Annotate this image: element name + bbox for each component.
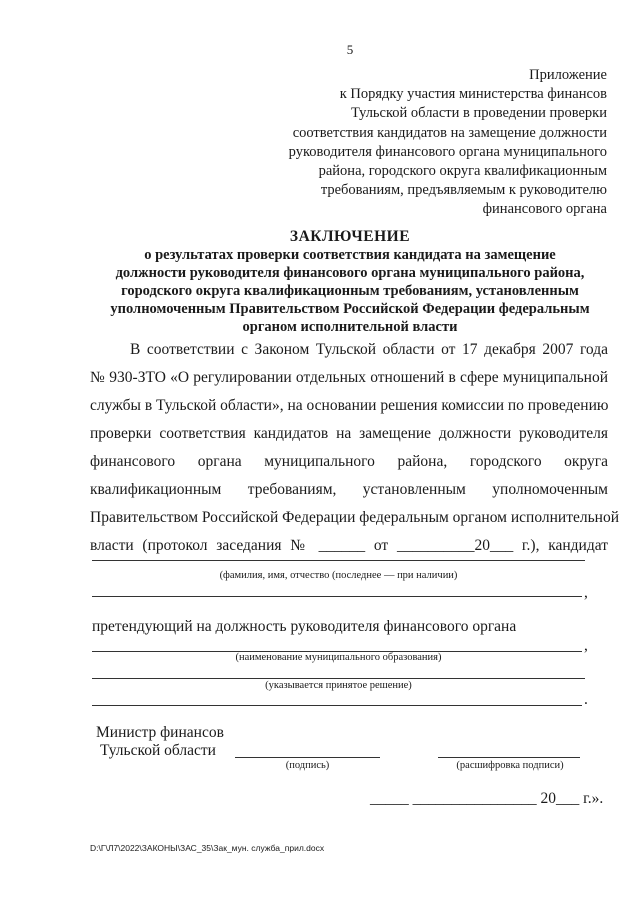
page-number: 5 [346, 42, 354, 57]
signature-caption: (подпись) [285, 760, 330, 771]
subtitle-line: городского округа квалификационным требованиям, установленным [121, 283, 579, 299]
appendix-line: района, городского округа квалификационным [318, 163, 607, 180]
decision-caption: (указывается принятое решение) [265, 680, 412, 691]
applicant-text: претендующий на должность руководителя финансового органа [92, 618, 517, 635]
subtitle-line: органом исполнительной власти [242, 319, 458, 335]
decision-period: . [584, 691, 588, 708]
decision-line-1 [92, 678, 585, 679]
appendix-line: требованиям, предъявляемым к руководителю [320, 182, 607, 199]
body-line: службы в Тульской области», на основании решения комиссии по проведению [90, 397, 609, 414]
body-line: № 930-ЗТО «О регулировании отдельных отношений в сфере муниципальной [90, 369, 608, 386]
fio-line-1 [92, 560, 585, 561]
body-line: В соответствии с Законом Тульской области от 17 декабря 2007 года [130, 341, 608, 358]
body-line: Правительством Российской Федерации федеральным органом исполнительной [90, 509, 619, 526]
signature-decode-caption: (расшифровка подписи) [456, 760, 564, 771]
document-title: ЗАКЛЮЧЕНИЕ [289, 228, 411, 245]
document-subtitle [60, 246, 640, 336]
file-path-footer: D:\Г\Л7\2022\ЗАКОНЫ\ЗАС_35\Зак_мун. служба_прил.docx [90, 843, 325, 853]
signature-decode-line [438, 757, 580, 758]
municipality-caption: (наименование муниципального образования) [235, 652, 442, 663]
subtitle-line: о результатах проверки соответствия кандидата на замещение [144, 247, 556, 263]
body-paragraph [90, 341, 619, 554]
subtitle-line: уполномоченным Правительством Российской Федерации федеральным [110, 301, 590, 317]
date-line: _____ ________________ 20___ г.». [370, 790, 604, 807]
appendix-header [289, 66, 607, 220]
appendix-line: Приложение [529, 67, 607, 83]
appendix-line: финансового органа [482, 201, 607, 218]
body-line: проверки соответствия кандидатов на замещение должности руководителя [90, 425, 608, 442]
signer-title-line-2: Тульской области [100, 742, 216, 759]
municipality-comma: , [584, 637, 588, 654]
appendix-line: руководителя финансового органа муниципального [288, 143, 607, 160]
appendix-line: к Порядку участия министерства финансов [339, 86, 607, 103]
body-line: власти (протокол заседания № ______ от __________20___ г.), кандидат [90, 537, 608, 554]
fio-line-2 [92, 596, 582, 597]
body-line: квалификационным требованиям, установленным уполномоченным [90, 481, 608, 498]
fio-caption: (фамилия, имя, отчество (последнее — при наличии) [219, 570, 458, 581]
appendix-line: Тульской области в проведении проверки [350, 105, 607, 122]
body-line: финансового органа муниципального района, городского округа [90, 453, 608, 470]
signature-line [235, 757, 380, 758]
fio-comma: , [584, 584, 588, 601]
signer-title-line-1: Министр финансов [96, 724, 224, 741]
appendix-line: соответствия кандидатов на замещение должности [292, 124, 607, 141]
decision-line-2 [92, 705, 582, 706]
subtitle-line: должности руководителя финансового органа муниципального района, [115, 265, 585, 281]
